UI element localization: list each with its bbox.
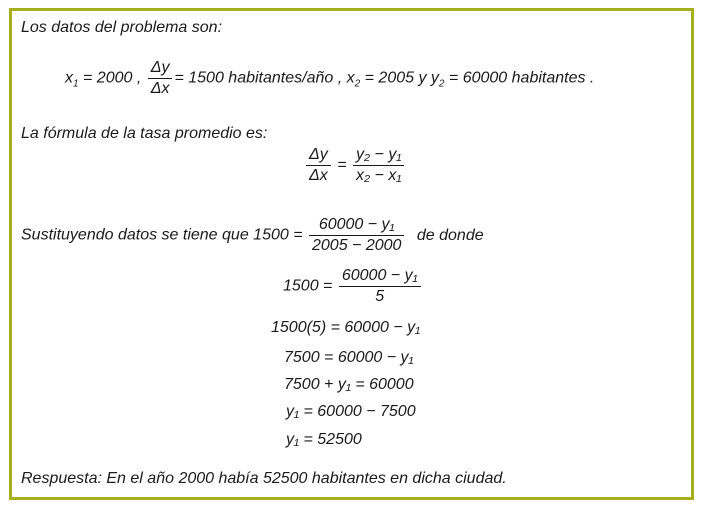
- formula-equals: =: [337, 156, 347, 174]
- formula-rhs-denominator: x₂ − x₁: [355, 167, 402, 184]
- substitution-line: [21, 216, 484, 255]
- step-fraction-line: [283, 267, 423, 306]
- formula-lhs-fraction: [306, 146, 331, 185]
- subst-text: Sustituyendo datos se tiene que 1500 =: [21, 226, 303, 244]
- step-line: 1500(5) = 60000 − y₁: [271, 319, 421, 336]
- x1-symbol: x: [65, 69, 73, 87]
- x2-value: = 2005 y: [360, 69, 431, 87]
- step-line: 7500 = 60000 − y₁: [284, 349, 414, 366]
- step-line: y₁ = 52500: [286, 431, 362, 448]
- step-line: 7500 + y₁ = 60000: [284, 376, 414, 393]
- rate-denominator: Δx: [150, 80, 170, 97]
- formula-rhs-fraction: [353, 146, 404, 185]
- subst-denominator: 2005 − 2000: [312, 237, 402, 254]
- rate-fraction: [148, 59, 173, 98]
- subst-fraction: [309, 216, 404, 255]
- step1-fraction: [339, 267, 421, 306]
- formula-lhs-numerator: Δy: [306, 146, 331, 166]
- x1-value: = 2000 ,: [78, 69, 142, 87]
- solution-box: [9, 8, 694, 500]
- step-line: y₁ = 60000 − 7500: [286, 403, 416, 420]
- formula-intro: La fórmula de la tasa promedio es:: [21, 125, 268, 142]
- answer-text: Respuesta: En el año 2000 había 52500 habitantes en dicha ciudad.: [21, 470, 507, 487]
- subst-numerator: 60000 − y₁: [309, 216, 404, 236]
- y2-value: = 60000 habitantes .: [444, 69, 595, 87]
- y2-symbol: y: [430, 69, 439, 87]
- step1-numerator: 60000 − y₁: [339, 267, 421, 287]
- step1-denominator: 5: [375, 288, 385, 305]
- formula-rhs-numerator: y₂ − y₁: [353, 146, 404, 166]
- rate-formula: [304, 146, 406, 185]
- data-line: $x_1 = 2000$ , $\frac{\Delta y}{\Delta x}$ = 1500 habitantes/año , $x_2 = 2005$ y $y_2 = 60000$ habitantes .: [65, 59, 595, 97]
- subst-tail: de donde: [416, 226, 484, 244]
- formula-lhs-denominator: Δx: [309, 167, 328, 184]
- rate-numerator: Δy: [148, 59, 173, 79]
- rate-value: = 1500 habitantes/año ,: [174, 69, 343, 87]
- intro-text: Los datos del problema son:: [21, 19, 223, 36]
- step1-lhs: 1500 =: [283, 277, 333, 295]
- x2-symbol: x: [346, 69, 355, 87]
